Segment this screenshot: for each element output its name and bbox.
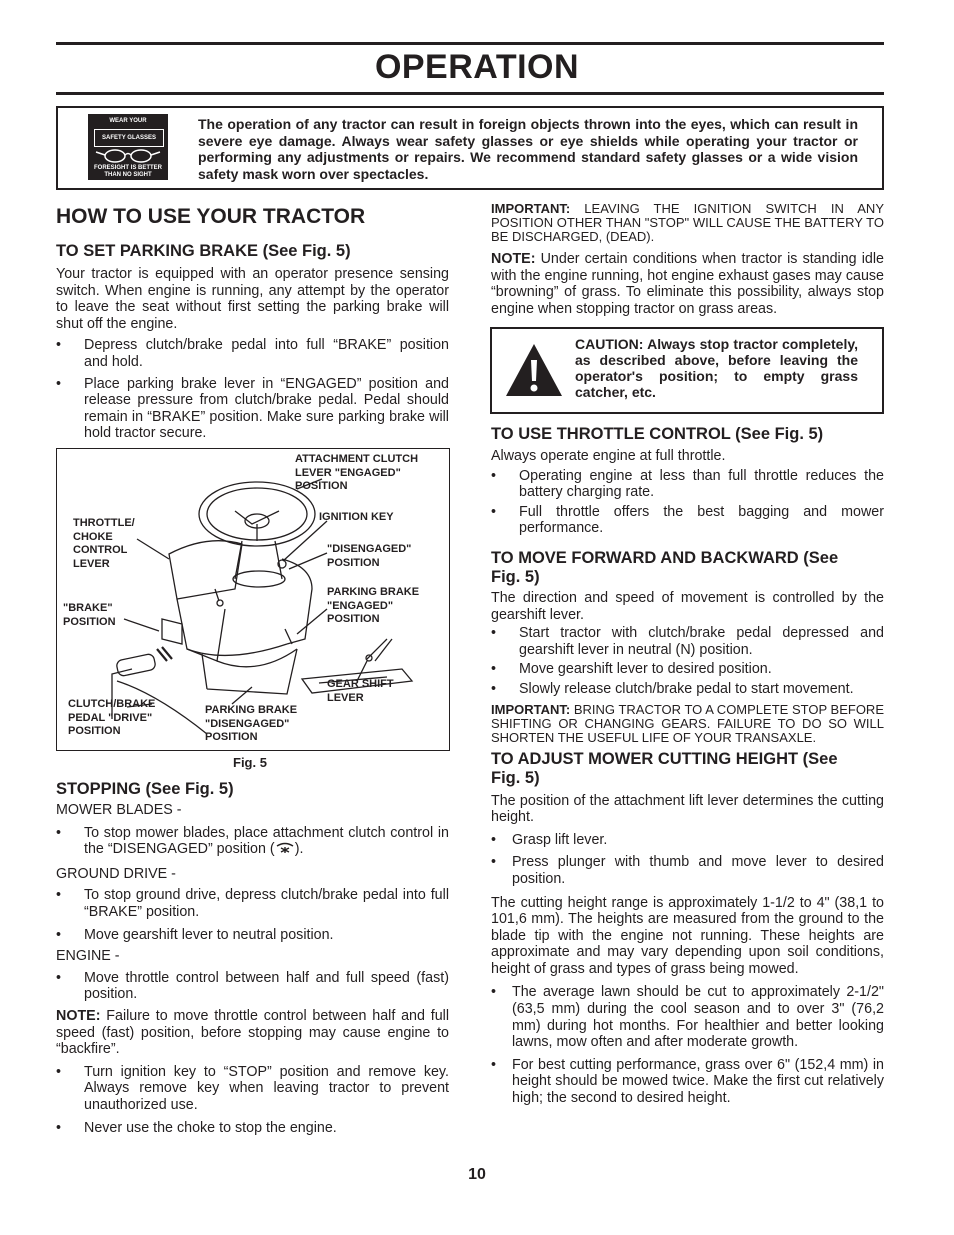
parking-intro: Your tractor is equipped with an operator presence sensing switch. When engine is running, any attempt by the operator to leave the seat without first setting the parking brake will shut off the engine. <box>56 266 449 332</box>
label-parking-brake-disengaged: PARKING BRAKE "DISENGAGED" POSITION <box>205 704 298 743</box>
right-column-lower <box>491 425 884 1107</box>
section-heading-how-to-use: HOW TO USE YOUR TRACTOR <box>56 205 366 228</box>
figure-5 <box>56 448 450 751</box>
badge-slogan <box>88 165 168 179</box>
cut-bullet-1: • Grasp lift lever. <box>491 832 884 849</box>
move-bullet-1: • Start tractor with clutch/brake pedal depressed and gearshift lever in neutral (N) position. <box>491 625 884 658</box>
caution-box <box>490 327 884 414</box>
badge-line-1: WEAR YOUR <box>109 118 147 124</box>
ground-drive-label: GROUND DRIVE - <box>56 865 176 882</box>
parking-bullet-1: • Depress clutch/brake pedal into full “BRAKE” position and hold. <box>56 337 449 370</box>
safety-glasses-icon <box>88 147 168 165</box>
parking-bullet-2: • Place parking brake lever in “ENGAGED” position and release pressure from clutch/brake pedal. Pedal should remain in “BRAKE” position. Make sure parking brake will hold tractor secure. <box>56 376 449 442</box>
exhaust-note <box>491 251 884 317</box>
important-ignition-label: IMPORTANT: <box>491 201 571 216</box>
stopping-note <box>56 1008 449 1058</box>
important-gears-label: IMPORTANT: <box>491 701 571 717</box>
badge-line-2: SAFETY GLASSES <box>94 129 164 147</box>
warning-triangle-icon <box>504 342 564 398</box>
safety-warning-box <box>56 106 884 190</box>
heading-move-forward-backward: TO MOVE FORWARD AND BACKWARD (See Fig. 5) <box>491 548 839 586</box>
cut-bullet-2: • Press plunger with thumb and move lever to desired position. <box>491 854 884 887</box>
stopping-note-text: Failure to move throttle control between half and full speed (fast) position, before stopping may cause engine to “backfire”. <box>56 1007 449 1058</box>
label-clutch-brake-drive: CLUTCH/BRAKE PEDAL "DRIVE" POSITION <box>68 698 156 737</box>
label-throttle-lever: THROTTLE/ CHOKE CONTROL LEVER <box>73 517 135 570</box>
cut-height-paragraph: The cutting height range is approximately 1-1/2 to 4" (38,1 to 101,6 mm). The heights are measured from the ground to the blade tip with the engine not running. These heights are approximate and may vary depending upon soil conditions, height of grass and types of grass being mowed. <box>491 894 884 977</box>
caution-text: CAUTION: Always stop tractor completely, as described above, before leaving the operator's position; to empty grass catcher, etc. <box>575 336 858 400</box>
engine-bullet: • Move throttle control between half and full speed (fast) position. <box>56 970 449 1003</box>
safety-warning-text: The operation of any tractor can result in foreign objects thrown into the eyes, which can result in severe eye damage. Always wear safety glasses or eye shields while operating your tractor or performing any adjustments or repairs. We recommend standard safety glasses or a wide vision safety mask worn over spectacles. <box>198 116 858 182</box>
ground-drive-bullet-1: • To stop ground drive, depress clutch/brake pedal into full “BRAKE” position. <box>56 887 449 920</box>
label-attachment-clutch: ATTACHMENT CLUTCH LEVER "ENGAGED" POSITION <box>295 453 419 492</box>
mower-blades-text-b: ). <box>294 841 304 858</box>
important-gears-text: BRING TRACTOR TO A COMPLETE STOP BEFORE SHIFTING OR CHANGING GEARS. FAILURE TO DO SO WILL SHORTEN THE USEFUL LIFE OF YOUR TRANSAXLE. <box>491 701 884 745</box>
mower-blades-text-a: To stop mower blades, place attachment clutch control in the “DISENGAGED” position ( <box>84 824 449 858</box>
label-gear-shift-lever: GEAR SHIFT LEVER <box>327 678 394 704</box>
disengaged-symbol-icon <box>275 842 295 854</box>
move-bullet-3: • Slowly release clutch/brake pedal to start movement. <box>491 681 884 698</box>
label-parking-brake-engaged: PARKING BRAKE "ENGAGED" POSITION <box>327 586 420 625</box>
cut-bullet-4: • For best cutting performance, grass over 6" (152,4 mm) in height should be mowed twice. Make the first cut relatively high; the second to desired height. <box>491 1057 884 1107</box>
engine-label: ENGINE - <box>56 948 120 965</box>
important-gears <box>491 703 884 745</box>
move-intro: The direction and speed of movement is controlled by the gearshift lever. <box>491 589 884 623</box>
label-disengaged-position: "DISENGAGED" POSITION <box>327 543 412 569</box>
move-bullet-2: • Move gearshift lever to desired position. <box>491 661 884 678</box>
cut-bullet-3: • The average lawn should be cut to approximately 2-1/2" (63,5 mm) during the cool season and to over 3" (76,2 mm) during hot months. For healthier and better looking lawns, mow often and after moderate growth. <box>491 984 884 1050</box>
badge-line-3: FORESIGHT IS BETTER <box>93 165 162 171</box>
safety-glasses-badge <box>88 114 168 180</box>
exhaust-note-text: Under certain conditions when tractor is standing idle with the engine running, hot engine exhaust gases may cause “browning” of grass. To eliminate this possibility, always stop engine when stopping tractor on grass areas. <box>491 251 884 317</box>
heading-cutting-height: TO ADJUST MOWER CUTTING HEIGHT (See Fig. 5) <box>491 749 838 787</box>
throttle-intro: Always operate engine at full throttle. <box>491 448 726 464</box>
throttle-bullet-1: • Operating engine at less than full throttle reduces the battery charging rate. <box>491 468 884 501</box>
right-column-top <box>491 202 884 317</box>
choke-bullet: • Never use the choke to stop the engine. <box>56 1120 449 1137</box>
badge-line-4: THAN NO SIGHT <box>104 172 152 178</box>
page-title: OPERATION <box>374 48 580 86</box>
page-number: 10 <box>468 1166 486 1183</box>
heading-parking-brake: TO SET PARKING BRAKE (See Fig. 5) <box>56 242 351 260</box>
title-underline <box>56 92 884 95</box>
ignition-key-bullet: • Turn ignition key to “STOP” position and remove key. Always remove key when leaving tractor to prevent unauthorized use. <box>56 1064 449 1114</box>
heading-throttle-control: TO USE THROTTLE CONTROL (See Fig. 5) <box>491 425 824 443</box>
throttle-bullet-2: • Full throttle offers the best bagging and mower performance. <box>491 504 884 537</box>
exhaust-note-label: NOTE: <box>491 251 536 267</box>
ground-drive-bullet-2: • Move gearshift lever to neutral position. <box>56 927 449 944</box>
important-ignition <box>491 202 884 244</box>
mower-blades-bullet <box>56 825 449 858</box>
mower-blades-label: MOWER BLADES - <box>56 802 182 818</box>
heading-stopping: STOPPING (See Fig. 5) <box>56 780 234 798</box>
label-brake-position: "BRAKE" POSITION <box>63 602 116 628</box>
figure-caption: Fig. 5 <box>233 755 267 770</box>
important-ignition-text: LEAVING THE IGNITION SWITCH IN ANY POSITION OTHER THAN "STOP" WILL CAUSE THE BATTERY TO BE DISCHARGED, (DEAD). <box>491 201 884 244</box>
stopping-note-label: NOTE: <box>56 1007 101 1024</box>
label-ignition-key: IGNITION KEY <box>319 511 394 523</box>
cut-intro: The position of the attachment lift lever determines the cutting height. <box>491 792 884 826</box>
left-column <box>56 205 449 442</box>
left-column-lower <box>56 780 449 1136</box>
